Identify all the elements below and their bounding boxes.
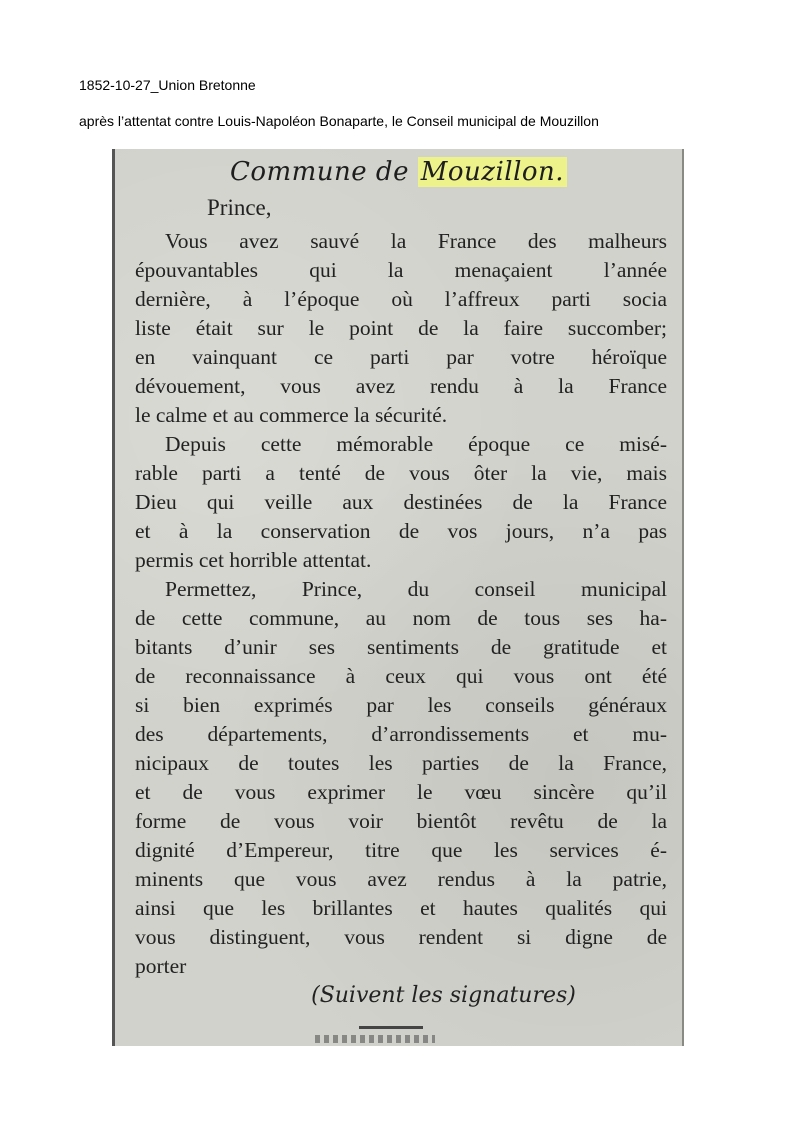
text-line: forme de vous voir bientôt revêtu de la	[135, 809, 667, 833]
signature-note: (Suivent les signatures)	[311, 983, 576, 1008]
text-line: le calme et au commerce la sécurité.	[135, 403, 448, 427]
text-line: des départements, d’arrondissements et mu-	[135, 722, 667, 746]
heading-highlight: Mouzillon.	[418, 157, 567, 187]
text-line: dernière, à l’époque où l’affreux parti socia	[135, 287, 667, 311]
text-line: liste était sur le point de la faire succomber;	[135, 316, 667, 340]
text-line: et à la conservation de vos jours, n’a pas	[135, 519, 667, 543]
text-line: rable parti a tenté de vous ôter la vie, mais	[135, 461, 667, 485]
text-line: Vous avez sauvé la France des malheurs	[165, 229, 667, 253]
salutation: Prince,	[207, 195, 272, 220]
text-line: minents que vous avez rendus à la patrie,	[135, 867, 667, 891]
text-line: bitants d’unir ses sentiments de gratitude et	[135, 635, 667, 659]
newspaper-clipping	[112, 149, 684, 1046]
letter-body	[135, 227, 667, 981]
document-caption: après l’attentat contre Louis-Napoléon Bonaparte, le Conseil municipal de Mouzillon	[79, 113, 599, 129]
text-line: vous distinguent, vous rendent si digne de	[135, 925, 667, 949]
text-line: Depuis cette mémorable époque ce misé-	[165, 432, 667, 456]
text-line: de cette commune, au nom de tous ses ha-	[135, 606, 667, 630]
heading-prefix: Commune de	[229, 157, 418, 187]
text-line: permis cet horrible attentat.	[135, 548, 372, 572]
document-title: 1852-10-27_Union Bretonne	[79, 77, 256, 93]
text-line: en vainquant ce parti par votre héroïque	[135, 345, 667, 369]
text-line: si bien exprimés par les conseils généraux	[135, 693, 667, 717]
text-line: Dieu qui veille aux destinées de la France	[135, 490, 667, 514]
text-line: épouvantables qui la menaçaient l’année	[135, 258, 667, 282]
text-line: porter	[135, 954, 187, 978]
clipping-heading	[115, 153, 682, 191]
separator-rule	[359, 1026, 423, 1029]
text-line: dignité d’Empereur, titre que les services é-	[135, 838, 667, 862]
text-line: nicipaux de toutes les parties de la France,	[135, 751, 667, 775]
cut-off-text	[315, 1035, 435, 1043]
text-line: dévouement, vous avez rendu à la France	[135, 374, 667, 398]
text-line: et de vous exprimer le vœu sincère qu’il	[135, 780, 667, 804]
text-line: ainsi que les brillantes et hautes qualités qui	[135, 896, 667, 920]
text-line: de reconnaissance à ceux qui vous ont été	[135, 664, 667, 688]
text-line: Permettez, Prince, du conseil municipal	[165, 577, 667, 601]
